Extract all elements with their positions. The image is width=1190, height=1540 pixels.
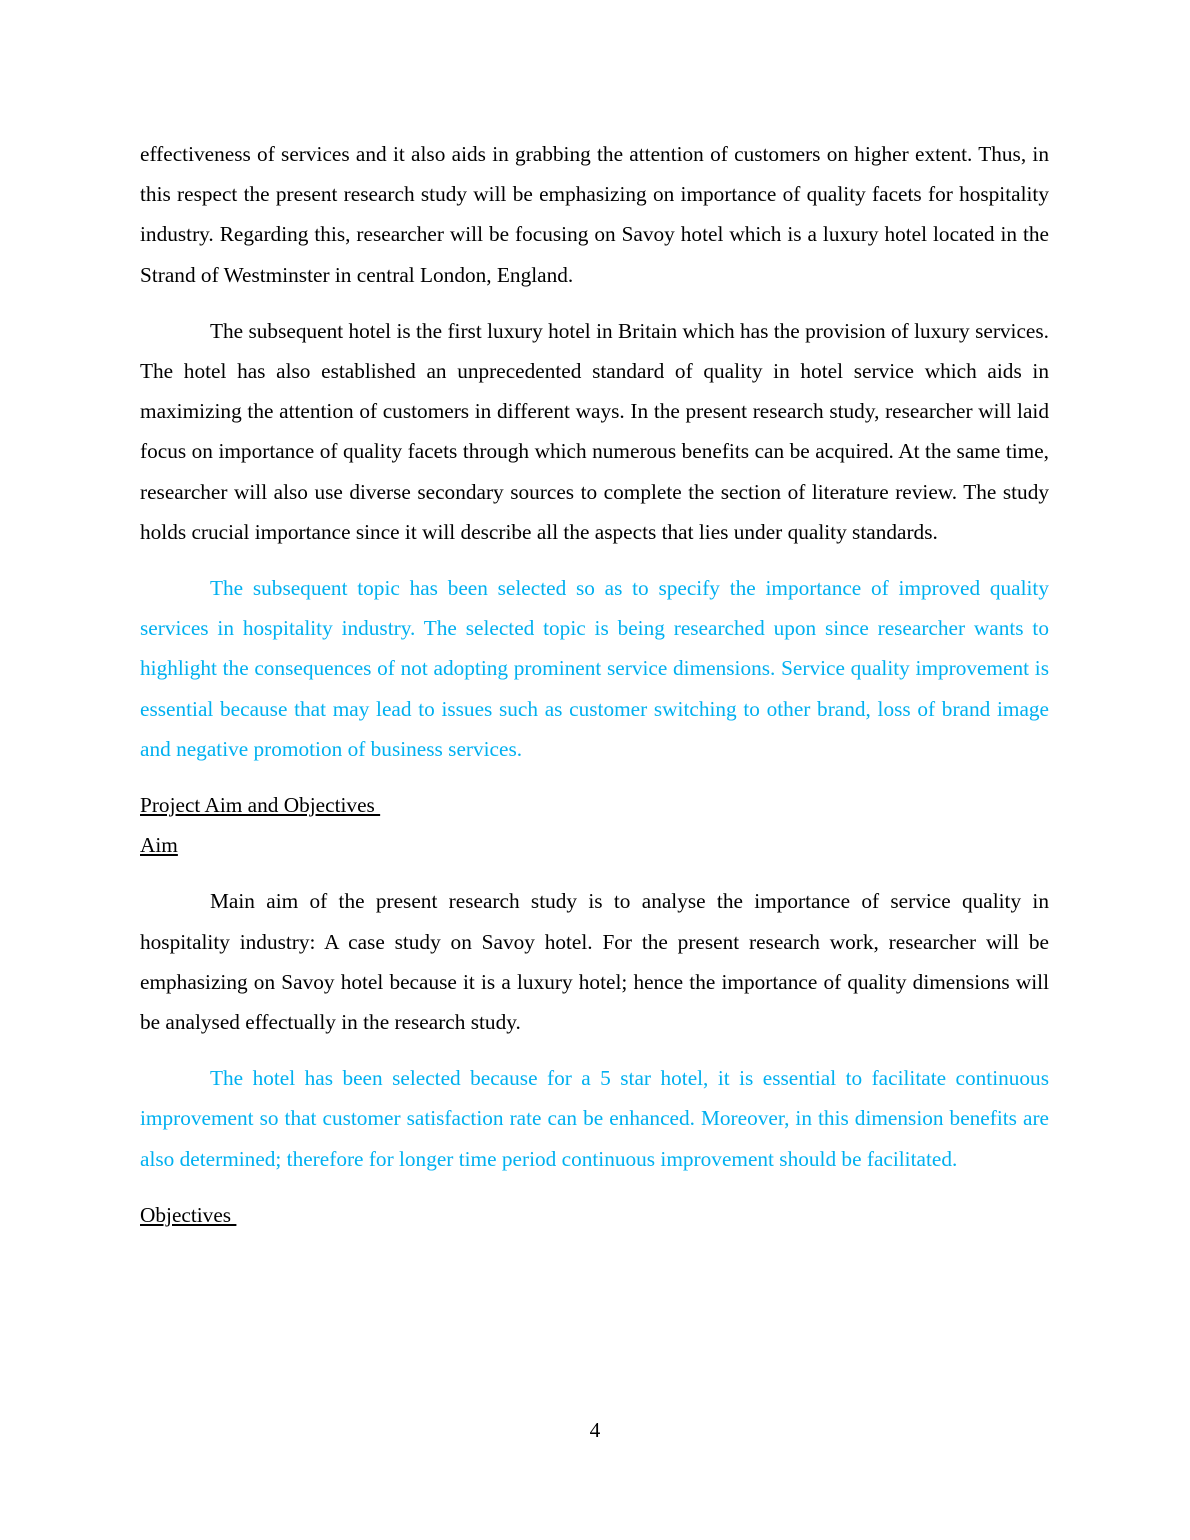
topic-rationale-paragraph: The subsequent topic has been selected so as to specify the importance of improved quality services in hospitality industry. The selected topic is being researched upon since researcher wants to highlight the consequences of not adopting prominent service dimensions. Service quality improvement is essential because that may lead to issues such as customer switching to other brand, loss of brand image and negative promotion of business services.	[140, 576, 1049, 761]
objectives-heading: Objectives	[140, 1202, 237, 1227]
aim-heading: Aim	[140, 833, 178, 858]
page-body	[140, 134, 1049, 1235]
intro-paragraph-continuation: effectiveness of services and it also aids in grabbing the attention of customers on higher extent. Thus, in this respect the present research study will be emphasizing on importance of quality facets for hospitality industry. Regarding this, researcher will be focusing on Savoy hotel which is a luxury hotel located in the Strand of Westminster in central London, England.	[140, 142, 1049, 287]
project-aim-heading: Project Aim and Objectives	[140, 793, 381, 818]
aim-paragraph: Main aim of the present research study is to analyse the importance of service quality in hospitality industry: A case study on Savoy hotel. For the present research work, researcher will be emphasizing on Savoy hotel because it is a luxury hotel; hence the importance of quality dimensions will be analysed effectually in the research study.	[140, 889, 1049, 1035]
page-number: 4	[589, 1418, 601, 1442]
hotel-selection-paragraph: The hotel has been selected because for a 5 star hotel, it is essential to facilitate continuous improvement so that customer satisfaction rate can be enhanced. Moreover, in this dimension benefits are also determined; therefore for longer time period continuous improvement should be facilitated.	[140, 1066, 1049, 1171]
hotel-description-paragraph: The subsequent hotel is the first luxury hotel in Britain which has the provision of luxury services. The hotel has also established an unprecedented standard of quality in hotel service which aids in maximizing the attention of customers in different ways. In the present research study, researcher will laid focus on importance of quality facets through which numerous benefits can be acquired. At the same time, researcher will also use diverse secondary sources to complete the section of literature review. The study holds crucial importance since it will describe all the aspects that lies under quality standards.	[140, 318, 1049, 544]
